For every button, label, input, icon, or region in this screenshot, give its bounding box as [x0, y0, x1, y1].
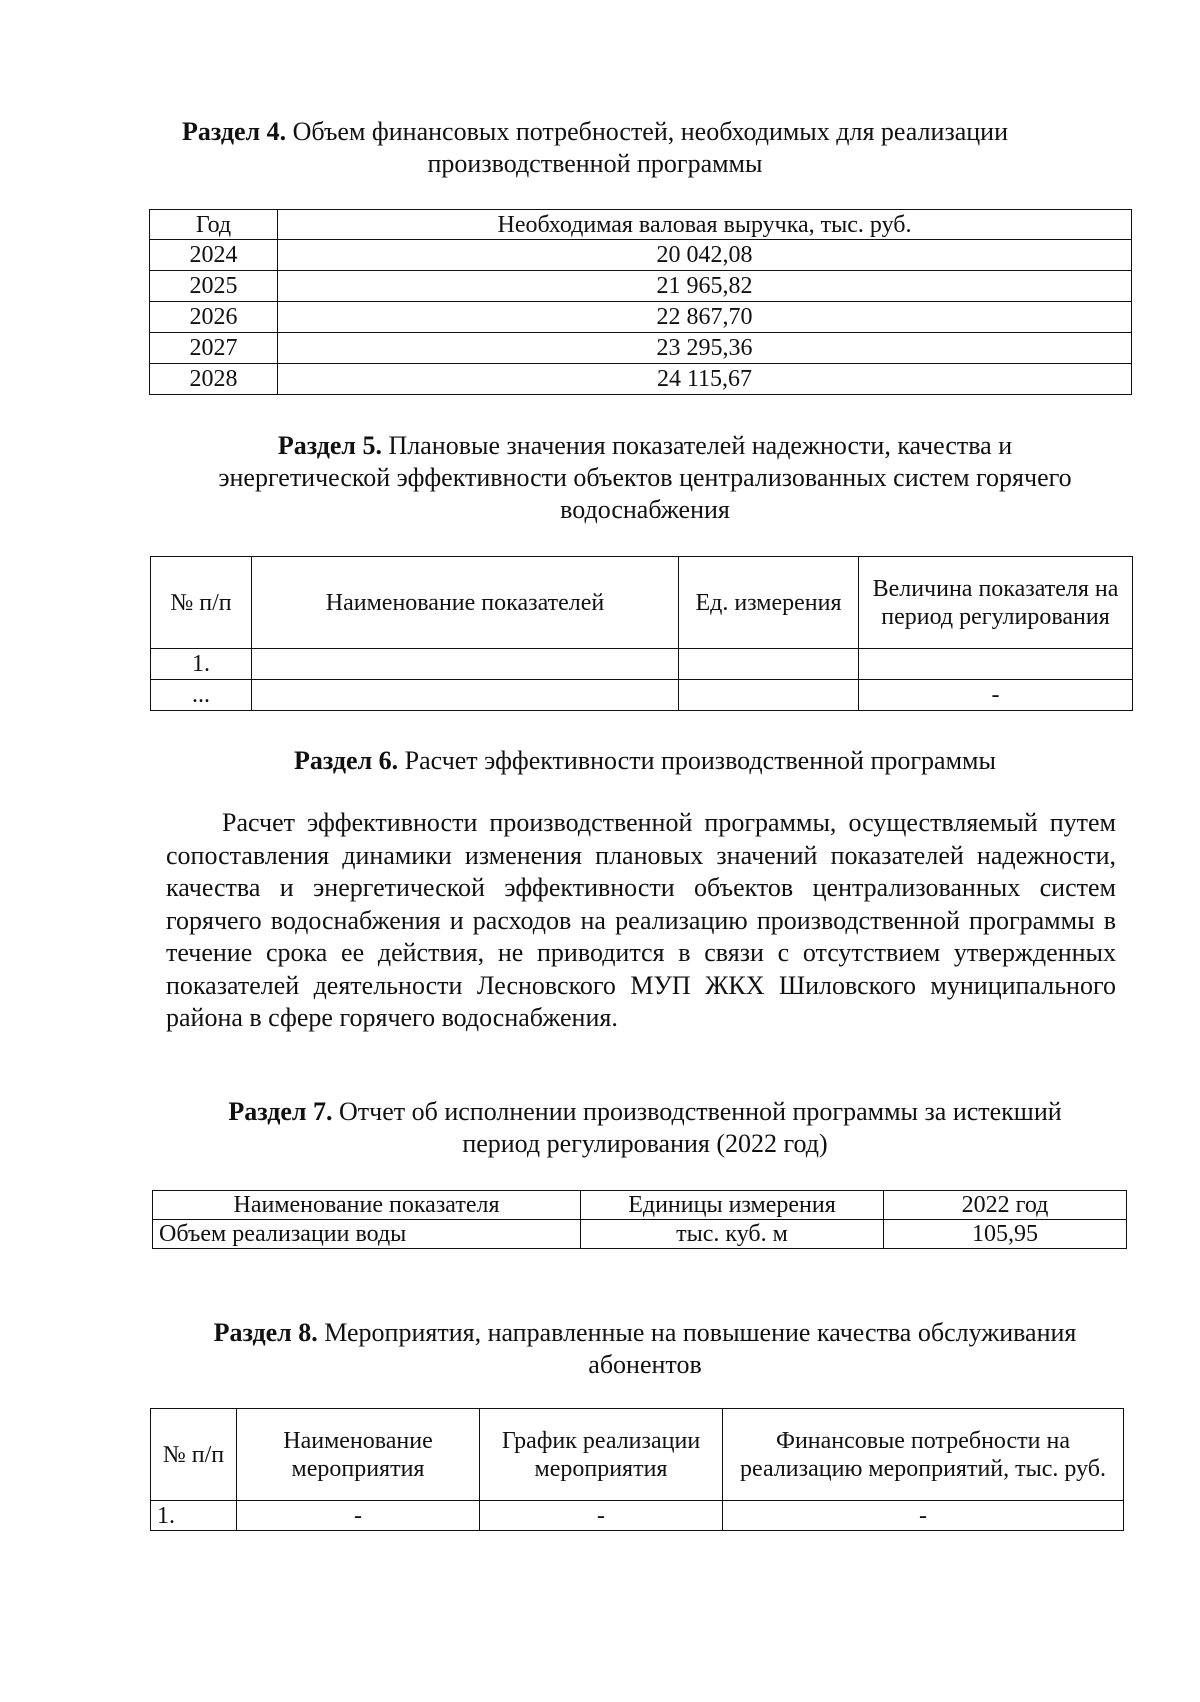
header-indicator-name: Наименование показателей: [252, 557, 679, 649]
section4-label: Раздел 4.: [181, 117, 287, 146]
section7-label: Раздел 7.: [228, 1097, 333, 1126]
revenue-cell: 22 867,70: [278, 302, 1132, 333]
header-event-name: Наименование мероприятия: [237, 1409, 480, 1501]
header-number: № п/п: [151, 1409, 237, 1501]
number-cell: ...: [151, 680, 252, 711]
section6-title: Расчет эффективности производственной программы: [404, 746, 996, 775]
table-row: [153, 1220, 1127, 1249]
unit-cell: [679, 680, 859, 711]
section8-label: Раздел 8.: [213, 1318, 318, 1347]
section6-heading: [150, 745, 1140, 777]
financial-needs-cell: -: [723, 1501, 1124, 1531]
section4-heading: [150, 116, 1040, 180]
section8-title-line1: Мероприятия, направленные на повышение качества обслуживания: [324, 1318, 1077, 1347]
section6-label: Раздел 6.: [294, 746, 399, 775]
section5-label: Раздел 5.: [277, 431, 383, 460]
indicator-name-cell: [252, 680, 679, 711]
table-row: [151, 649, 1133, 680]
section7-title-line2: период регулирования (2022 год): [462, 1129, 828, 1158]
section5-title-line2: энергетической эффективности объектов централизованных систем горячего: [218, 463, 1072, 492]
number-cell: 1.: [151, 1501, 237, 1531]
year-cell: 2028: [150, 364, 278, 395]
value-cell: 105,95: [884, 1220, 1127, 1249]
revenue-cell: 23 295,36: [278, 333, 1132, 364]
year-cell: 2026: [150, 302, 278, 333]
section7-heading: [150, 1096, 1140, 1160]
header-year-2022: 2022 год: [884, 1191, 1127, 1220]
table-header-row: [153, 1191, 1127, 1220]
table-row: [150, 364, 1132, 395]
table-header-row: [151, 557, 1133, 649]
table-row: [150, 271, 1132, 302]
section7-table: [152, 1190, 1127, 1249]
table-row: [151, 1501, 1124, 1531]
table-row: [151, 680, 1133, 711]
header-revenue: Необходимая валовая выручка, тыс. руб.: [278, 210, 1132, 240]
year-cell: 2027: [150, 333, 278, 364]
table-row: [150, 333, 1132, 364]
year-cell: 2025: [150, 271, 278, 302]
table-header-row: [151, 1409, 1124, 1501]
section8-title-line2: абонентов: [588, 1350, 702, 1379]
section7-title-line1: Отчет об исполнении производственной программы за истекший: [338, 1097, 1062, 1126]
value-cell: [859, 649, 1133, 680]
header-indicator: Наименование показателя: [153, 1191, 581, 1220]
header-financial-needs: Финансовые потребности на реализацию мероприятий, тыс. руб.: [723, 1409, 1124, 1501]
header-year: Год: [150, 210, 278, 240]
section5-title-line1: Плановые значения показателей надежности, качества и: [388, 431, 1013, 460]
indicator-name-cell: [252, 649, 679, 680]
unit-cell: тыс. куб. м: [581, 1220, 884, 1249]
number-cell: 1.: [151, 649, 252, 680]
section6-paragraph: Расчет эффективности производственной программы, осуществляемый путем сопоставления динамики изменения плановых значений показателей надежности, качества и энергетической эффективности объектов централизованных систем горячего водоснабжения и расходов на реализацию производственной программы в течение срока ее действия, не приводится в связи с отсутствием утвержденных показателей деятельности Лесновского МУП ЖКХ Шиловского муниципального района в сфере горячего водоснабжения.: [166, 808, 1116, 1032]
section5-heading: [150, 430, 1140, 526]
indicator-cell: Объем реализации воды: [153, 1220, 581, 1249]
table-row: [150, 302, 1132, 333]
table-row: [150, 240, 1132, 271]
revenue-cell: 21 965,82: [278, 271, 1132, 302]
revenue-cell: 24 115,67: [278, 364, 1132, 395]
event-name-cell: -: [237, 1501, 480, 1531]
section4-title-line2: производственной программы: [427, 149, 763, 178]
section5-title-line3: водоснабжения: [560, 495, 730, 524]
year-cell: 2024: [150, 240, 278, 271]
value-cell: -: [859, 680, 1133, 711]
unit-cell: [679, 649, 859, 680]
section8-heading: [150, 1317, 1140, 1381]
section4-table: [149, 209, 1132, 395]
header-unit: Единицы измерения: [581, 1191, 884, 1220]
header-unit: Ед. измерения: [679, 557, 859, 649]
header-number: № п/п: [151, 557, 252, 649]
header-value: Величина показателя на период регулирования: [859, 557, 1133, 649]
schedule-cell: -: [480, 1501, 723, 1531]
table-header-row: [150, 210, 1132, 240]
section5-table: [150, 556, 1133, 711]
header-schedule: График реализации мероприятия: [480, 1409, 723, 1501]
revenue-cell: 20 042,08: [278, 240, 1132, 271]
section8-table: [150, 1408, 1124, 1531]
section4-title-line1: Объем финансовых потребностей, необходимых для реализации: [292, 117, 1009, 146]
